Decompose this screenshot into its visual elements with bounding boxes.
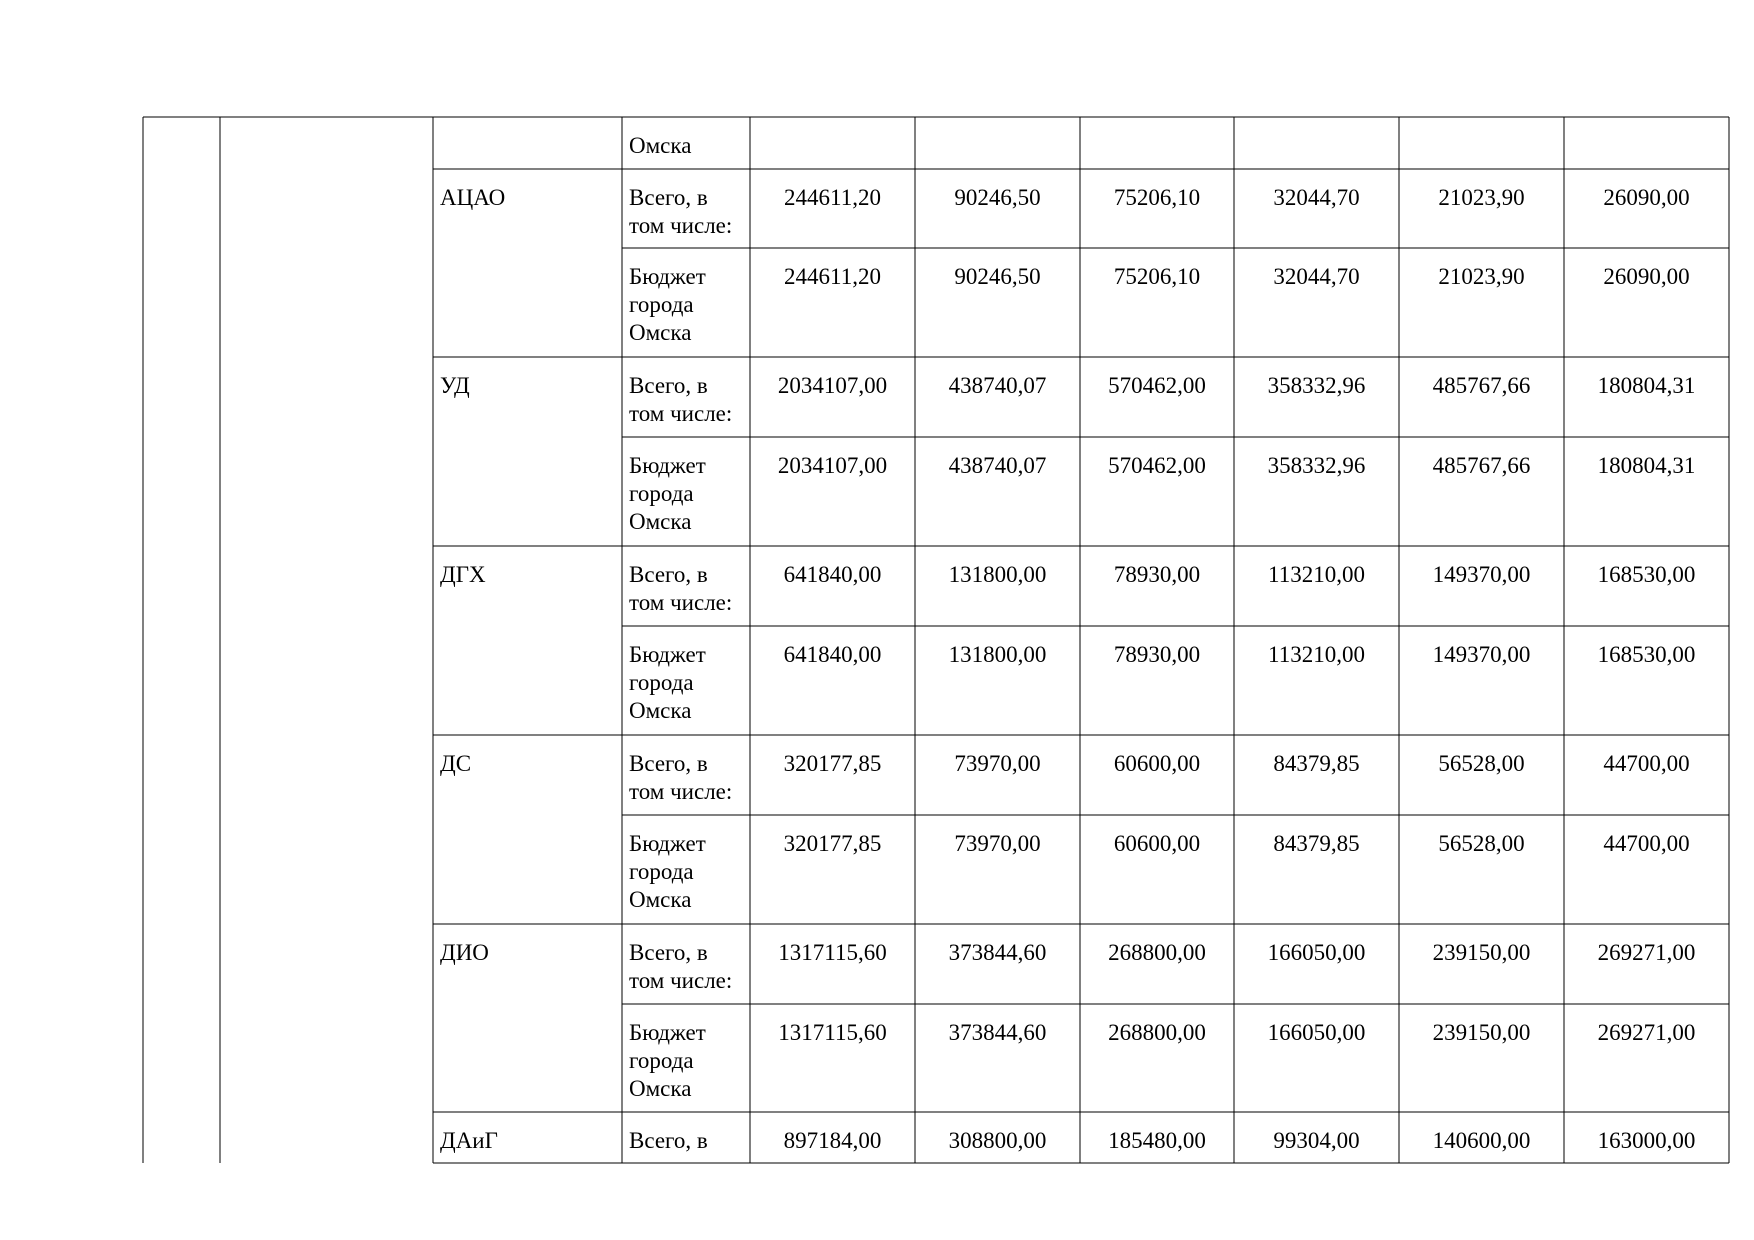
organization-label: ДС — [440, 751, 472, 776]
total-label: Всего, в том числе: — [629, 751, 733, 804]
amount-cell: 268800,00 — [1108, 1020, 1206, 1045]
amount-cell: 32044,70 — [1273, 264, 1360, 289]
amount-cell: 131800,00 — [948, 642, 1047, 667]
amount-cell: 113210,00 — [1268, 562, 1365, 587]
amount-cell: 56528,00 — [1438, 751, 1525, 776]
amount-cell: 320177,85 — [783, 831, 882, 856]
total-label: Всего, в том числе: — [629, 940, 733, 993]
amount-cell: 641840,00 — [783, 642, 882, 667]
amount-cell: 239150,00 — [1432, 1020, 1531, 1045]
amount-cell: 485767,66 — [1432, 373, 1531, 398]
organization-label: ДГХ — [440, 562, 486, 587]
organization-label: ДАиГ — [440, 1128, 498, 1153]
amount-cell: 185480,00 — [1108, 1128, 1206, 1153]
amount-cell: 358332,96 — [1267, 373, 1366, 398]
organization-label: УД — [440, 373, 470, 398]
amount-cell: 570462,00 — [1108, 373, 1206, 398]
amount-cell: 373844,60 — [948, 1020, 1047, 1045]
amount-cell: 149370,00 — [1432, 642, 1531, 667]
amount-cell: 56528,00 — [1438, 831, 1525, 856]
amount-cell: 320177,85 — [783, 751, 882, 776]
amount-cell: 90246,50 — [954, 264, 1041, 289]
amount-cell: 131800,00 — [948, 562, 1047, 587]
total-label: Всего, в том числе: — [629, 562, 733, 615]
fund-source-label: Бюджет города Омска — [629, 642, 706, 723]
amount-cell: 180804,31 — [1597, 453, 1696, 478]
amount-cell: 84379,85 — [1273, 751, 1360, 776]
amount-cell: 166050,00 — [1267, 1020, 1366, 1045]
amount-cell: 75206,10 — [1113, 185, 1201, 210]
amount-cell: 149370,00 — [1432, 562, 1531, 587]
amount-cell: 78930,00 — [1113, 562, 1201, 587]
amount-cell: 166050,00 — [1267, 940, 1366, 965]
amount-cell: 2034107,00 — [777, 373, 888, 398]
amount-cell: 21023,90 — [1438, 185, 1525, 210]
amount-cell: 358332,96 — [1267, 453, 1366, 478]
amount-cell: 60600,00 — [1113, 831, 1201, 856]
fund-source-label: Бюджет города Омска — [629, 831, 706, 912]
amount-cell: 438740,07 — [948, 373, 1047, 398]
organization-label: ДИО — [440, 940, 489, 965]
fund-source-label: Омска — [629, 133, 692, 158]
amount-cell: 26090,00 — [1603, 185, 1690, 210]
fund-source-label: Бюджет города Омска — [629, 1020, 706, 1101]
amount-cell: 44700,00 — [1603, 751, 1690, 776]
amount-cell: 239150,00 — [1432, 940, 1531, 965]
amount-cell: 438740,07 — [948, 453, 1047, 478]
total-label: Всего, в том числе: — [629, 373, 733, 426]
amount-cell: 26090,00 — [1603, 264, 1690, 289]
amount-cell: 168530,00 — [1597, 642, 1696, 667]
amount-cell: 78930,00 — [1113, 642, 1201, 667]
amount-cell: 570462,00 — [1108, 453, 1206, 478]
amount-cell: 373844,60 — [948, 940, 1047, 965]
amount-cell: 244611,20 — [784, 185, 881, 210]
amount-cell: 140600,00 — [1432, 1128, 1531, 1153]
amount-cell: 168530,00 — [1597, 562, 1696, 587]
amount-cell: 163000,00 — [1597, 1128, 1696, 1153]
amount-cell: 1317115,60 — [778, 940, 887, 965]
amount-cell: 1317115,60 — [778, 1020, 887, 1045]
amount-cell: 641840,00 — [783, 562, 882, 587]
amount-cell: 244611,20 — [784, 264, 881, 289]
amount-cell: 75206,10 — [1113, 264, 1201, 289]
amount-cell: 180804,31 — [1597, 373, 1696, 398]
fund-source-label: Бюджет города Омска — [629, 264, 706, 345]
amount-cell: 84379,85 — [1273, 831, 1360, 856]
amount-cell: 21023,90 — [1438, 264, 1525, 289]
amount-cell: 60600,00 — [1113, 751, 1201, 776]
amount-cell: 44700,00 — [1603, 831, 1690, 856]
fund-source-label: Бюджет города Омска — [629, 453, 706, 534]
total-label: Всего, в — [629, 1128, 708, 1153]
amount-cell: 308800,00 — [948, 1128, 1047, 1153]
amount-cell: 485767,66 — [1432, 453, 1531, 478]
organization-label: АЦАО — [440, 185, 506, 210]
amount-cell: 90246,50 — [954, 185, 1041, 210]
amount-cell: 32044,70 — [1273, 185, 1360, 210]
amount-cell: 73970,00 — [954, 831, 1041, 856]
total-label: Всего, в том числе: — [629, 185, 733, 238]
amount-cell: 897184,00 — [783, 1128, 882, 1153]
amount-cell: 99304,00 — [1273, 1128, 1360, 1153]
amount-cell: 2034107,00 — [777, 453, 888, 478]
amount-cell: 113210,00 — [1268, 642, 1365, 667]
amount-cell: 268800,00 — [1108, 940, 1206, 965]
amount-cell: 269271,00 — [1597, 940, 1696, 965]
amount-cell: 73970,00 — [954, 751, 1041, 776]
amount-cell: 269271,00 — [1597, 1020, 1696, 1045]
